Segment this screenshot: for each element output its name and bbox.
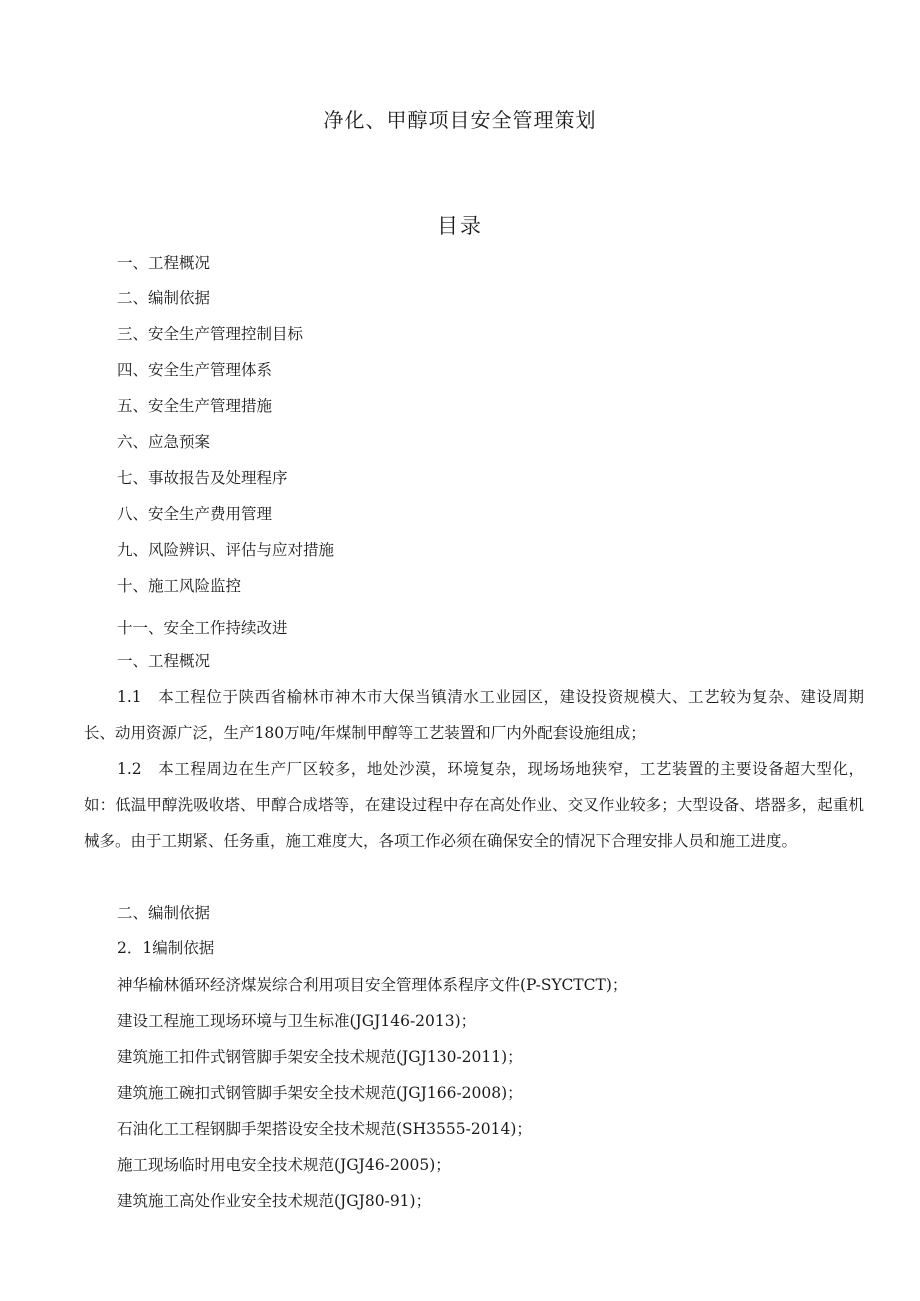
subsection-heading: 2．1编制依据: [117, 939, 215, 957]
section-heading: 一、工程概况: [117, 652, 211, 670]
reference-item: 建设工程施工现场环境与卫生标准(JGJ146-2013)；: [117, 1012, 477, 1030]
reference-item: 建筑施工碗扣式钢管脚手架安全技术规范(JGJ166-2008)；: [117, 1084, 523, 1102]
toc-item: 四、安全生产管理体系: [117, 361, 273, 379]
toc-item: 八、安全生产费用管理: [117, 505, 273, 523]
toc-item: 一、工程概况: [117, 254, 211, 272]
toc-item: 三、安全生产管理控制目标: [117, 325, 304, 343]
toc-item: 六、应急预案: [117, 433, 211, 451]
body-paragraph: 1.1 本工程位于陕西省榆林市神木市大保当镇清水工业园区，建设投资规模大、工艺较为复杂、建设周期长、动用资源广泛，生产180万吨/年煤制甲醇等工艺装置和厂内外配套设施组成；: [84, 688, 864, 742]
body-paragraph: 1.2 本工程周边在生产厂区较多，地处沙漠，环境复杂，现场场地狭窄，工艺装置的主要设备超大型化，如：低温甲醇洗吸收塔、甲醇合成塔等，在建设过程中存在高处作业、交叉作业较多；大型设备、塔器多，起重机械多。由于工期紧、任务重，施工难度大，各项工作必须在确保安全的情况下合理安排人员和施工进度。: [84, 760, 864, 850]
document-title: 净化、甲醇项目安全管理策划: [323, 108, 597, 132]
toc-item: 十一、安全工作持续改进: [117, 619, 288, 637]
toc-item: 五、安全生产管理措施: [117, 397, 273, 415]
toc-item: 二、编制依据: [117, 289, 211, 307]
reference-item: 施工现场临时用电安全技术规范(JGJ46-2005)；: [117, 1156, 451, 1174]
section-heading: 二、编制依据: [117, 904, 211, 922]
reference-item: 石油化工工程钢脚手架搭设安全技术规范(SH3555-2014)；: [117, 1120, 532, 1138]
reference-item: 建筑施工高处作业安全技术规范(JGJ80-91)；: [117, 1192, 432, 1210]
toc-item: 十、施工风险监控: [117, 577, 242, 595]
reference-item: 神华榆林循环经济煤炭综合利用项目安全管理体系程序文件(P-SYCTCT)；: [117, 976, 628, 994]
toc-item: 九、风险辨识、评估与应对措施: [117, 541, 335, 559]
toc-item: 七、事故报告及处理程序: [117, 469, 288, 487]
toc-heading: 目录: [437, 214, 483, 238]
reference-item: 建筑施工扣件式钢管脚手架安全技术规范(JGJ130-2011)；: [117, 1048, 523, 1066]
